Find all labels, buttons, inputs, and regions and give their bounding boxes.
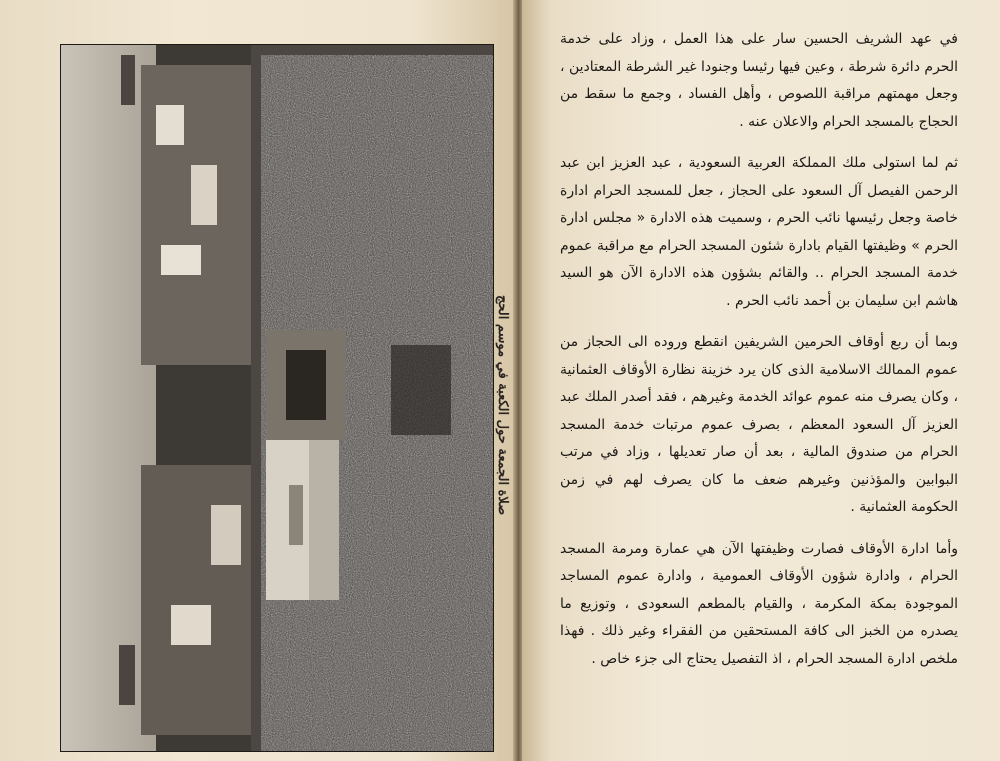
paragraph: في عهد الشريف الحسين سار على هذا العمل ، وزاد على خدمة الحرم دائرة شرطة ، وعين فيها رئيسا وجنودا غير الشرطة المعتادين ، وجعل مهمتهم مراقبة اللصوص ، وأهل الفساد ، وجمع ما سقط من الحجاج بالمسجد الحرام والاعلان عنه . <box>560 31 958 130</box>
paragraph: وأما ادارة الأوقاف فصارت وظيفتها الآن هي عمارة ومرمة المسجد الحرام ، وادارة شؤون الأوقاف العمومية ، وادارة عموم المساجد الموجودة بمكة المكرمة ، والقيام بالمطعم السعودى ، وتوزيع ما يصدره من الخبز الى كافة المستحقين من الفقراء وغير ذلك . فهذا ملخص ادارة المسجد الحرام ، اذ التفصيل يحتاج الى جزء خاص . <box>560 540 958 667</box>
photo-caption: صلاة الجمعة حول الكعبة في موسم الحج <box>495 294 510 516</box>
page-text <box>560 26 958 687</box>
crowd-photograph <box>60 44 494 752</box>
paragraph: ثم لما استولى ملك المملكة العربية السعودية ، عبد العزيز ابن عبد الرحمن الفيصل آل السعود على الحجاز ، جعل للمسجد الحرام ادارة خاصة وجعل رئيسها نائب الحرم ، وسميت هذه الادارة « مجلس ادارة الحرم » وظيفتها القيام بادارة شئون المسجد الحرام مع مراقبة عموم خدمة المسجد الحرام .. والقائم بشؤون هذه الادارة الآن هو السيد هاشم ابن سليمان بن أحمد نائب الحرم . <box>560 155 958 309</box>
paragraph: وبما أن ربع أوقاف الحرمين الشريفين انقطع وروده الى الحجاز من عموم الممالك الاسلامية الذى كان يرد خزينة نظارة الأوقاف العثمانية ، وكان يصرف منه عموم عوائد الخدمة وغيرهم ، فقد أصدر الملك عبد العزيز آل السعود المعظم ، بصرف عموم مرتبات خدمة المسجد الحرام من صندوق المالية ، بعد أن صار تعديلها ، وزاد في مرتب البوابين والمؤذنين وغيرهم ضعف ما كان يصرف لهم في زمن الحكومة العثمانية . <box>560 334 958 515</box>
